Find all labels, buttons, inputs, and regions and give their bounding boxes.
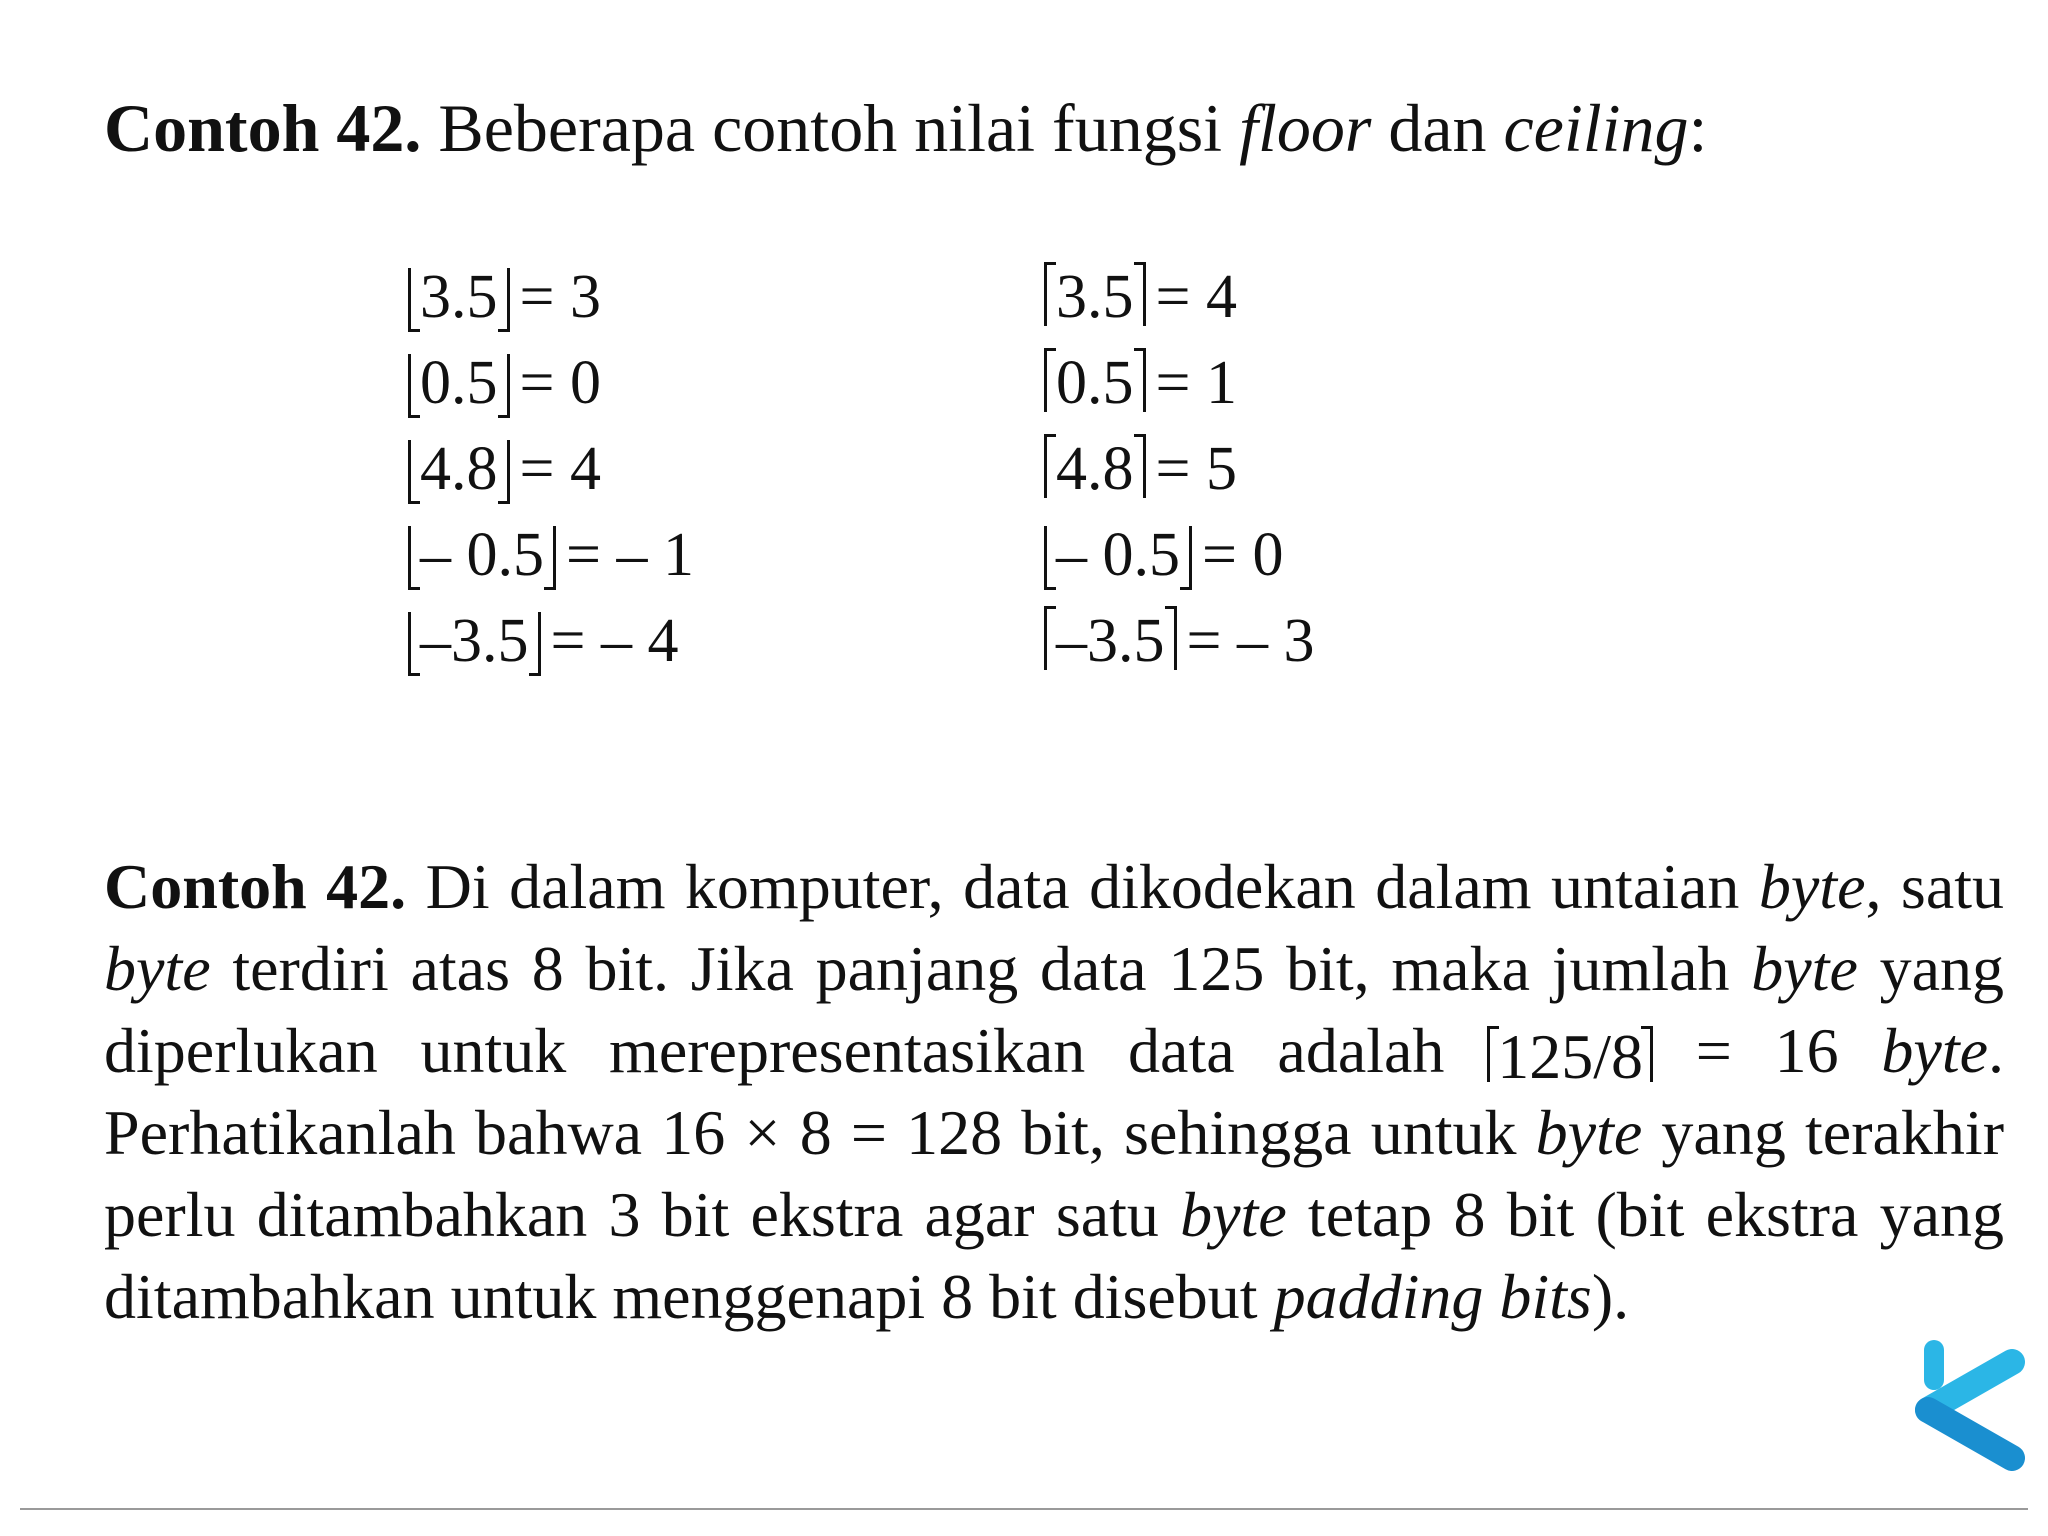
footer-divider	[20, 1508, 2028, 1510]
floor-example-row	[408, 254, 694, 340]
term-floor: floor	[1239, 90, 1372, 166]
ceiling-expression: –3.5	[1044, 608, 1177, 674]
floor-expression: 4.8	[408, 436, 510, 502]
floor-result: = – 1	[566, 521, 694, 589]
ceiling-example-row	[1044, 598, 1314, 684]
ceiling-result: = 4	[1155, 263, 1237, 331]
ceiling-example-row	[1044, 512, 1314, 598]
ceiling-examples	[1044, 254, 1314, 684]
heading-conj: dan	[1388, 90, 1487, 166]
ceiling-example-row	[1044, 254, 1314, 340]
paragraph-text: , satu	[1865, 851, 2005, 922]
paragraph-text: Di dalam komputer, data dikodekan dalam untaian	[406, 851, 1759, 922]
heading-text: Beberapa contoh nilai fungsi	[438, 90, 1223, 166]
paragraph-text: ).	[1591, 1261, 1630, 1332]
ceiling-result: = 1	[1155, 349, 1237, 417]
floor-examples	[408, 254, 694, 684]
ceiling-expression: 4.8	[1044, 436, 1146, 502]
floor-expression: – 0.5	[1044, 522, 1192, 588]
term-byte: byte	[1180, 1179, 1287, 1250]
paragraph-text: yang diperlukan untuk merepresentasikan data adalah	[104, 933, 2005, 1086]
paragraph-text: . Perhatikanlah bahwa 16 × 8 = 128 bit, sehingga untuk	[104, 1015, 2004, 1168]
paragraph-text: = 16	[1652, 1015, 1882, 1086]
floor-example-row	[408, 426, 694, 512]
floor-result: = 4	[519, 435, 601, 503]
ceiling-example-row	[1044, 426, 1314, 512]
floor-result: = 0	[519, 349, 601, 417]
floor-result: = 3	[519, 263, 601, 331]
floor-expression: 0.5	[408, 350, 510, 416]
term-byte: byte	[1751, 933, 1858, 1004]
example-label: Contoh 42.	[104, 851, 407, 922]
term-byte: byte	[104, 933, 211, 1004]
paragraph-text: tetap 8 bit (bit ekstra yang ditambahkan untuk menggenapi 8 bit disebut	[104, 1179, 2005, 1332]
example-heading	[104, 88, 1707, 168]
term-ceiling: ceiling	[1503, 90, 1689, 166]
ceiling-result: = 5	[1155, 435, 1237, 503]
floor-expression: 3.5	[408, 264, 510, 330]
logo-lower-stroke	[1928, 1410, 2012, 1458]
heading-colon: :	[1688, 90, 1708, 166]
floor-example-row	[408, 512, 694, 598]
byte-example-paragraph	[104, 846, 2004, 1338]
ceiling-expression: 125/8	[1487, 1028, 1653, 1086]
floor-result: = – 4	[550, 607, 679, 675]
paragraph-text: terdiri atas 8 bit. Jika panjang data 125 bit, maka jumlah	[210, 933, 1752, 1004]
term-byte: byte	[1758, 851, 1866, 922]
paragraph-text: yang terakhir perlu ditambahkan 3 bit ekstra agar satu	[104, 1097, 2004, 1250]
term-byte: byte	[1881, 1015, 1988, 1086]
floor-result: = 0	[1202, 521, 1284, 589]
ceiling-result: = – 3	[1186, 607, 1315, 675]
example-label: Contoh 42.	[104, 90, 422, 166]
floor-expression: – 0.5	[408, 522, 556, 588]
k-logo-icon	[1900, 1340, 2030, 1480]
floor-example-row	[408, 340, 694, 426]
ceiling-expression: 0.5	[1044, 350, 1146, 416]
ceiling-expression: 3.5	[1044, 264, 1146, 330]
term-byte: byte	[1535, 1097, 1643, 1168]
term-padding-bits: padding bits	[1273, 1261, 1592, 1332]
ceiling-example-row	[1044, 340, 1314, 426]
floor-example-row	[408, 598, 694, 684]
floor-expression: –3.5	[408, 608, 541, 674]
